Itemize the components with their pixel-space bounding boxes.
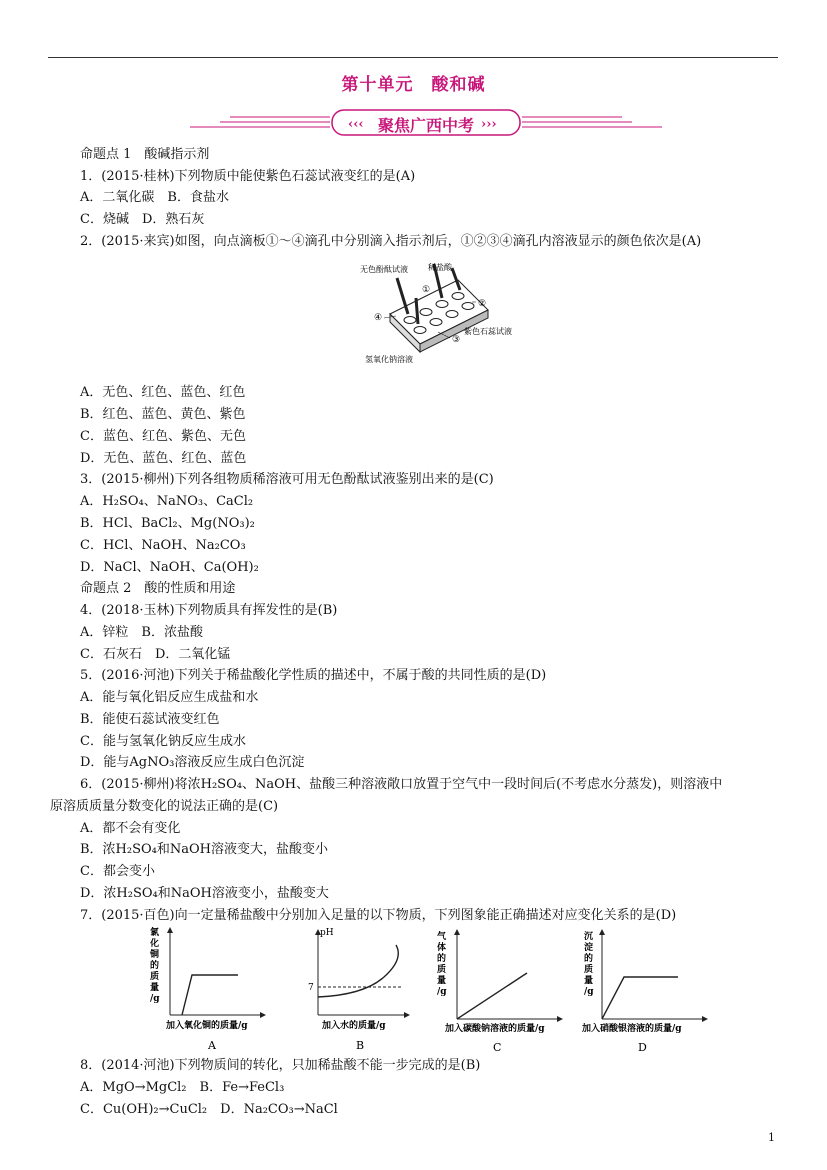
graph-a [148, 925, 274, 1057]
q8-options-cd: C．Cu(OH)₂→CuCl₂ D．Na₂CO₃→NaCl [80, 1102, 338, 1117]
label-naoh: 氢氧化钠溶液 [365, 355, 413, 364]
graph-d [582, 925, 718, 1057]
graph-d-ylabel: 沉淀的质量/g [584, 932, 594, 997]
graph-b-ylabel: pH [320, 928, 334, 938]
q6-stem-line1: 6．(2015·柳州)将浓H₂SO₄、NaOH、盐酸三种溶液敞口放置于空气中一段时间后(不考虑水分蒸发)，则溶液中 [80, 777, 723, 792]
svg-text:›››: ››› [481, 117, 497, 132]
label-hcl: 稀盐酸 [428, 263, 452, 272]
svg-text:‹‹‹: ‹‹‹ [348, 117, 364, 132]
q6-option-c: C．都会变小 [80, 864, 155, 879]
q6-option-b: B．浓H₂SO₄和NaOH溶液变大，盐酸变小 [80, 842, 328, 857]
q3-option-d: D．NaCl、NaOH、Ca(OH)₂ [80, 560, 259, 575]
graph-b [304, 925, 416, 1057]
label-phenolphthalein: 无色酚酞试液 [360, 265, 408, 274]
label-litmus: 紫色石蕊试液 [464, 327, 512, 336]
spot-plate-figure [360, 258, 512, 380]
banner-title: 聚焦广西中考 [377, 116, 474, 135]
page-number: 1 [768, 1131, 775, 1144]
well-2-label: ② [478, 299, 487, 309]
q6-stem-line2: 原溶质质量分数变化的说法正确的是(C) [50, 799, 279, 814]
graph-a-ylabel: 氯化铜的质量/g [150, 928, 160, 1004]
q5-option-d: D．能与AgNO₃溶液反应生成白色沉淀 [80, 755, 305, 770]
topic-2-heading: 命题点 2 酸的性质和用途 [80, 581, 236, 596]
q2-stem: 2．(2015·来宾)如图，向点滴板①～④滴孔中分别滴入指示剂后，①②③④滴孔内溶液显示的颜色依次是(A) [80, 234, 702, 249]
well-1-label: ① [422, 285, 431, 295]
q2-option-a: A．无色、红色、蓝色、红色 [80, 385, 246, 400]
q3-option-a: A．H₂SO₄、NaNO₃、CaCl₂ [80, 494, 254, 509]
graph-a-xlabel: 加入氧化铜的质量/g [166, 1021, 248, 1031]
q8-options-ab: A．MgO→MgCl₂ B．Fe→FeCl₃ [80, 1080, 285, 1095]
q2-option-b: B．红色、蓝色、黄色、紫色 [80, 407, 246, 422]
q1-options-ab: A．二氧化碳 B．食盐水 [80, 190, 229, 205]
graph-b-tick-7: 7 [308, 983, 314, 993]
q5-stem: 5．(2016·河池)下列关于稀盐酸化学性质的描述中，不属于酸的共同性质的是(D) [80, 668, 547, 683]
well-3-label: ③ [452, 335, 461, 345]
q1-options-cd: C．烧碱 D．熟石灰 [80, 212, 205, 227]
topic-1-heading: 命题点 1 酸碱指示剂 [80, 147, 210, 162]
q6-option-d: D．浓H₂SO₄和NaOH溶液变小，盐酸变大 [80, 886, 329, 901]
graph-c-letter: C [493, 1041, 502, 1054]
q3-option-c: C．HCl、NaOH、Na₂CO₃ [80, 538, 246, 553]
graph-d-xlabel: 加入硝酸银溶液的质量/g [582, 1024, 682, 1034]
q2-option-c: C．蓝色、红色、紫色、无色 [80, 429, 246, 444]
q4-stem: 4．(2018·玉林)下列物质具有挥发性的是(B) [80, 603, 338, 618]
q5-option-a: A．能与氧化铝反应生成盐和水 [80, 690, 259, 705]
unit-title: 第十单元 酸和碱 [341, 75, 486, 95]
graph-a-letter: A [208, 1039, 216, 1052]
q2-option-d: D．无色、蓝色、红色、蓝色 [80, 451, 247, 466]
well-4-label: ④ [374, 313, 383, 323]
graph-b-xlabel: 加入水的质量/g [322, 1021, 386, 1031]
q6-option-a: A．都不会有变化 [80, 821, 181, 836]
q3-option-b: B．HCl、BaCl₂、Mg(NO₃)₂ [80, 516, 255, 531]
q1-stem: 1．(2015·桂林)下列物质中能使紫色石蕊试液变红的是(A) [80, 169, 416, 184]
graph-c [435, 925, 573, 1057]
q7-stem: 7．(2015·百色)向一定量稀盐酸中分别加入足量的以下物质，下列图象能正确描述对应变化关系的是(D) [80, 908, 677, 923]
q3-stem: 3．(2015·柳州)下列各组物质稀溶液可用无色酚酞试液鉴别出来的是(C) [80, 472, 494, 487]
section-banner [190, 108, 662, 138]
graph-c-ylabel: 气体的质量/g [437, 932, 447, 997]
q4-options-ab: A．锌粒 B．浓盐酸 [80, 625, 203, 640]
header-rule [48, 57, 778, 58]
q4-options-cd: C．石灰石 D．二氧化锰 [80, 647, 231, 662]
graph-b-letter: B [356, 1039, 365, 1052]
q5-option-b: B．能使石蕊试液变红色 [80, 712, 220, 727]
graph-d-letter: D [638, 1041, 647, 1054]
graph-c-xlabel: 加入碳酸钠溶液的质量/g [445, 1024, 545, 1034]
q8-stem: 8．(2014·河池)下列物质间的转化，只加稀盐酸不能一步完成的是(B) [80, 1058, 481, 1073]
q5-option-c: C．能与氢氧化钠反应生成水 [80, 734, 246, 749]
